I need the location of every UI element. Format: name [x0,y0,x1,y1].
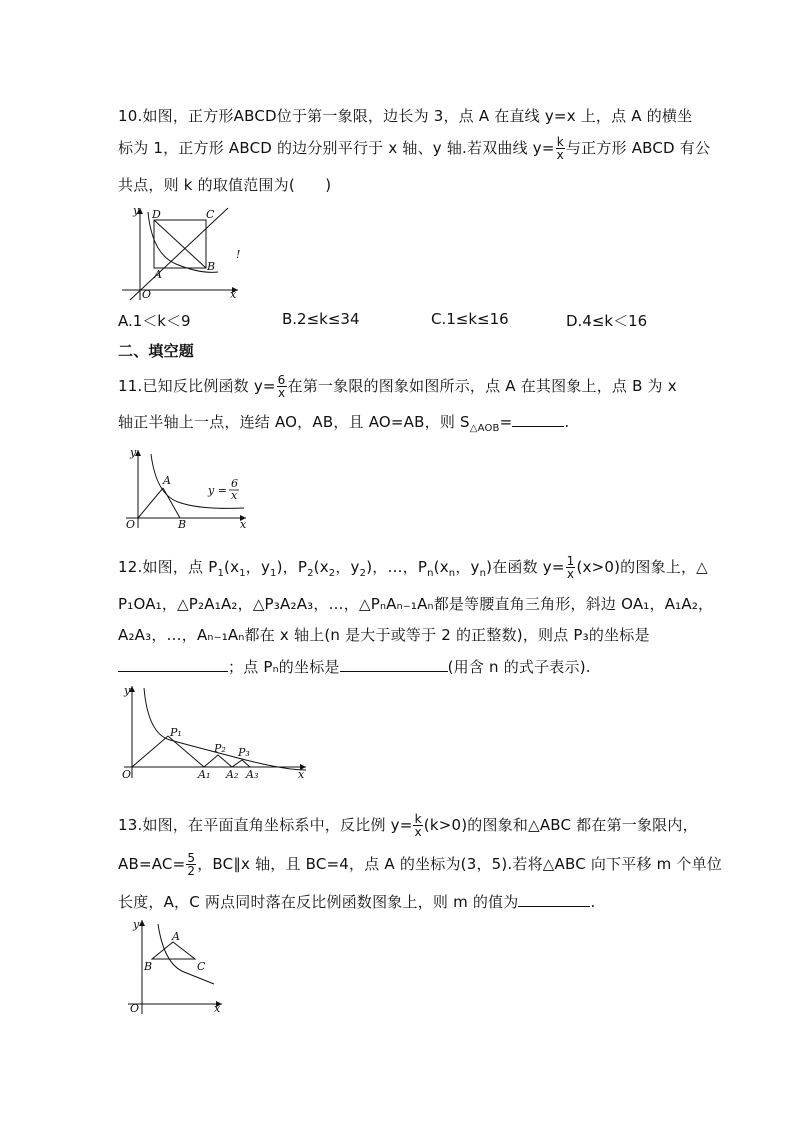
q13-label-a: A [172,930,180,943]
q10-stray-mark: ! [236,248,241,261]
q10-label-d: D [152,208,161,221]
fraction-1-over-x: $\frac{1}{x}$ [566,554,575,581]
q10-line2: 标为 1，正方形 ABCD 的边分别平行于 x 轴、y 轴.若双曲线 y= $\frac{k}{x}$ 与正方形 ABCD 有公 [118,135,711,162]
q11-line1: 11.已知反比例函数 y= $\frac{6}{x}$ 在第一象限的图象如图所示，点 A 在其图象上，点 B 为 x [118,373,677,400]
q13-line2: AB=AC= $\frac{5}{2}$ ，BC∥x 轴，且 BC=4，点 A 的坐标为(3，5).若将△ABC 向下平移 m 个单位 [118,851,723,878]
q11-label-x: x [240,518,247,531]
q12-label-x: x [298,768,305,780]
q13-label-o: O [130,1002,140,1015]
q11-label-a: A [163,474,171,487]
section-heading: 二、填空题 [118,342,195,360]
q11-figure [118,446,258,532]
q10-figure [118,202,258,302]
q12-label-p1: P₁ [170,726,182,739]
fraction-k-over-x-q13: $\frac{k}{x}$ [414,812,422,839]
q10-line3: 共点，则 k 的取值范围为( ) [118,176,332,194]
q13-label-x: x [214,1002,221,1015]
q11-line2: 轴正半轴上一点，连结 AO，AB，且 AO=AB，则 $S_{\triangle AOB}=$ . [118,413,570,434]
q10-label-b: B [207,260,216,273]
q12-line4: ；点 Pₙ的坐标是 (用含 n 的式子表示). [118,656,591,677]
q10-label-a: A [154,268,162,281]
q13-figure [118,916,230,1016]
q12-label-o: O [122,768,132,780]
q13-line1: 13.如图，在平面直角坐标系中，反比例 y= $\frac{k}{x}$ (k>0)的图象和△ABC 都在第一象限内， [118,812,698,839]
q12-figure [118,682,314,780]
q12-answer-blank-pn [340,657,448,672]
q13-line3: 长度，A，C 两点同时落在反比例函数图象上，则 m 的值为 . [118,893,596,911]
q12-label-a2: A₂ [226,768,239,780]
q12-label-p3: P₃ [238,746,250,759]
q12-label-p2: P₂ [214,742,226,755]
q10-option-a: A.1＜k＜9 [118,312,191,330]
fraction-k-over-x: $\frac{k}{x}$ [556,135,564,162]
q11-label-num: 6 [231,477,238,490]
q11-label-o: O [126,518,136,531]
q12-line3: A₂A₃，…，Aₙ₋₁Aₙ都在 x 轴上(n 是大于或等于 2 的正整数)，则点 P₃的坐标是 [118,626,650,644]
q13-label-y: y [133,918,140,931]
q12-label-a1: A₁ [198,768,211,780]
q10-label-c: C [206,208,215,221]
fraction-6-over-x: $\frac{6}{x}$ [277,373,286,400]
q10-option-b: B.2≤k≤34 [282,310,360,328]
q13-label-c: C [197,960,206,973]
q11-answer-blank [512,412,564,427]
q10-label-y: y [133,204,140,217]
q13-answer-blank [518,892,590,907]
q10-label-x: x [230,288,237,301]
q12-line1: 12.如图，点 $P_1(x_1$，$y_1$)，$P_2(x_2$，$y_2$)，…，$P_n(x_n$，$y_n$)在函数 y= $\frac{1}{x}$ (x>0)的图象上，△ [118,554,708,581]
q11-label-eq: y = [208,484,227,497]
q12-line2: P₁OA₁，△P₂A₁A₂，△P₃A₂A₃，…，△PₙAₙ₋₁Aₙ都是等腰直角三角形，斜边 OA₁，A₁A₂， [118,595,714,613]
q11-label-den: x [231,489,238,502]
q10-option-c: C.1≤k≤16 [431,310,509,328]
q10-option-d: D.4≤k＜16 [566,312,648,330]
q12-label-y: y [124,684,131,697]
fraction-5-over-2: $\frac{5}{2}$ [187,851,196,878]
q11-label-y: y [130,446,137,459]
q12-answer-blank-p3 [118,657,228,672]
q12-label-a3: A₃ [246,768,259,780]
q10-line1: 10.如图，正方形ABCD位于第一象限，边长为 3，点 A 在直线 y=x 上，点 A 的横坐 [118,107,693,125]
q10-label-o: O [142,288,152,301]
q11-label-b: B [178,518,187,531]
q13-label-b: B [144,960,153,973]
